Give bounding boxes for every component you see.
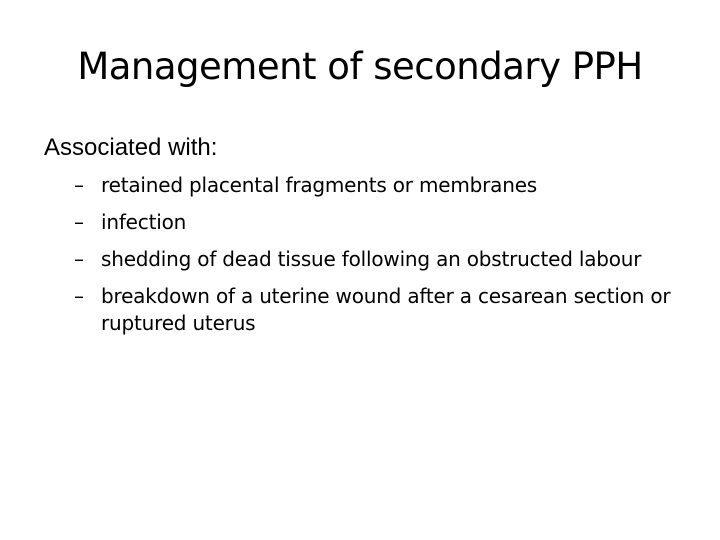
dash-marker: – bbox=[74, 173, 84, 197]
dash-marker: – bbox=[74, 284, 84, 308]
bullet-item bbox=[74, 172, 674, 199]
dash-marker: – bbox=[74, 247, 84, 271]
bullet-text: shedding of dead tissue following an obstructed labour bbox=[101, 247, 642, 271]
dash-marker: – bbox=[74, 210, 84, 234]
bullet-item bbox=[74, 283, 674, 337]
bullet-item bbox=[74, 209, 674, 236]
bullet-list bbox=[74, 172, 674, 347]
slide-title: Management of secondary PPH bbox=[77, 45, 643, 88]
lead-text: Associated with: bbox=[44, 134, 218, 161]
bullet-text: infection bbox=[101, 210, 187, 234]
bullet-item bbox=[74, 246, 674, 273]
bullet-text: breakdown of a uterine wound after a cesarean section or ruptured uterus bbox=[101, 284, 671, 335]
bullet-text: retained placental fragments or membranes bbox=[101, 173, 538, 197]
